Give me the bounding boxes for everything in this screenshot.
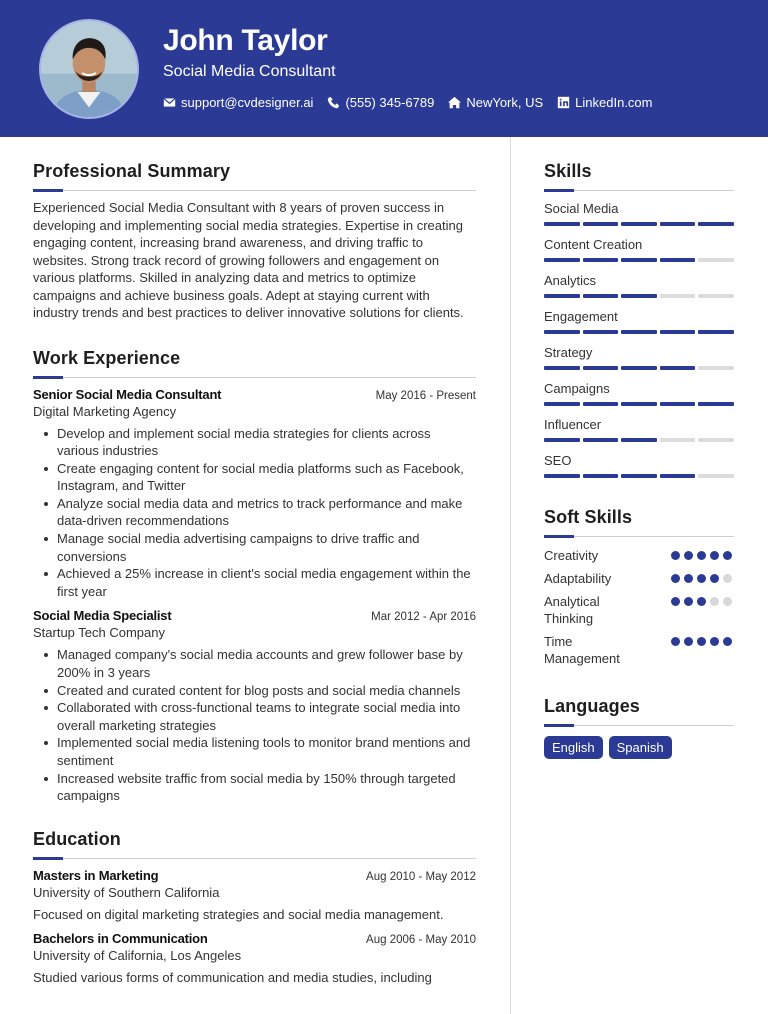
list-item: Create engaging content for social media platforms such as Facebook, Instagram, and Twitter [33, 460, 476, 495]
skill-level-segment [583, 474, 619, 478]
skill-level-segment [660, 258, 696, 262]
skill-level-segment [583, 222, 619, 226]
skill-level-segment [621, 222, 657, 226]
section-title-languages: Languages [544, 696, 640, 716]
skill-item [544, 236, 734, 262]
soft-skill-rating [671, 637, 734, 646]
skill-level-segment [544, 474, 580, 478]
rating-dot [684, 551, 693, 560]
column-divider [510, 137, 511, 1014]
skill-name: Engagement [544, 309, 618, 324]
skill-name: SEO [544, 453, 572, 468]
skill-item [544, 452, 734, 478]
skill-level-bar [544, 402, 734, 406]
skill-level-segment [544, 438, 580, 442]
skill-level-segment [698, 402, 734, 406]
soft-skill-item [544, 593, 734, 627]
skill-level-segment [583, 294, 619, 298]
skill-level-segment [698, 258, 734, 262]
contact-phone[interactable] [327, 95, 434, 110]
education-date: Aug 2010 - May 2012 [366, 870, 476, 883]
education-entry [33, 868, 476, 924]
degree-title: Bachelors in Communication [33, 931, 208, 947]
skill-level-segment [544, 330, 580, 334]
skill-level-segment [660, 438, 696, 442]
skill-level-bar [544, 366, 734, 370]
job-bullets [33, 425, 476, 601]
languages-section [544, 695, 734, 759]
education-description: Studied various forms of communication and media studies, including [33, 970, 432, 986]
skill-level-segment [583, 438, 619, 442]
skill-level-segment [583, 366, 619, 370]
list-item: Achieved a 25% increase in client's social media engagement within the first year [33, 565, 476, 600]
skill-item [544, 416, 734, 442]
skill-level-segment [660, 402, 696, 406]
skill-level-segment [621, 294, 657, 298]
rating-dot [671, 597, 680, 606]
skill-item [544, 272, 734, 298]
side-column [544, 160, 734, 759]
soft-skill-rating [671, 574, 734, 583]
avatar [39, 19, 139, 119]
job-date: Mar 2012 - Apr 2016 [371, 611, 476, 624]
job-entry [33, 608, 476, 804]
rating-dot [671, 637, 680, 646]
list-item: Increased website traffic from social media by 150% through targeted campaigns [33, 770, 476, 805]
skill-level-segment [698, 222, 734, 226]
resume-header [0, 0, 768, 137]
soft-skill-name: Analytical Thinking [544, 594, 600, 626]
skill-item [544, 308, 734, 334]
section-title-soft-skills: Soft Skills [544, 507, 633, 527]
experience-section [33, 347, 476, 805]
rating-dot [710, 597, 719, 606]
soft-skills-list [544, 547, 734, 667]
contact-list [163, 95, 653, 110]
skill-level-segment [660, 366, 696, 370]
skill-level-bar [544, 330, 734, 334]
section-rule [544, 189, 734, 191]
skill-item [544, 380, 734, 406]
skill-level-segment [660, 474, 696, 478]
contact-phone-text: (555) 345-6789 [345, 95, 435, 110]
skill-name: Social Media [544, 201, 619, 216]
skill-level-segment [698, 438, 734, 442]
education-entry [33, 931, 476, 987]
soft-skill-name: Adaptability [544, 571, 612, 586]
section-title-skills: Skills [544, 161, 592, 181]
section-rule [33, 189, 476, 191]
soft-skill-rating [671, 597, 734, 606]
skill-level-segment [544, 258, 580, 262]
school-name: University of Southern California [33, 884, 220, 900]
rating-dot [697, 574, 706, 583]
skill-level-bar [544, 438, 734, 442]
skill-name: Analytics [544, 273, 597, 288]
skill-level-segment [583, 402, 619, 406]
skill-level-bar [544, 258, 734, 262]
phone-icon [327, 96, 340, 109]
skills-list [544, 200, 734, 478]
soft-skills-section [544, 506, 734, 667]
list-item: Managed company's social media accounts and grew follower base by 200% in 3 years [33, 646, 476, 681]
skill-level-segment [544, 402, 580, 406]
language-badge: English [544, 736, 603, 759]
skills-section [544, 160, 734, 478]
rating-dot [684, 574, 693, 583]
degree-title: Masters in Marketing [33, 867, 159, 883]
skill-level-segment [544, 222, 580, 226]
contact-location [448, 95, 543, 110]
contact-email[interactable] [163, 95, 313, 110]
skill-item [544, 200, 734, 226]
section-rule [544, 535, 734, 537]
skill-level-segment [621, 258, 657, 262]
skill-level-bar [544, 474, 734, 478]
rating-dot [671, 574, 680, 583]
list-item: Implemented social media listening tools to monitor brand mentions and sentiment [33, 734, 476, 769]
summary-section [33, 160, 476, 322]
rating-dot [723, 597, 732, 606]
rating-dot [684, 597, 693, 606]
skill-level-segment [583, 258, 619, 262]
education-description: Focused on digital marketing strategies and social media management. [33, 906, 444, 922]
skill-level-segment [621, 330, 657, 334]
list-item: Created and curated content for blog posts and social media channels [33, 682, 476, 700]
home-icon [448, 96, 461, 109]
skill-level-segment [621, 474, 657, 478]
section-title-summary: Professional Summary [33, 161, 231, 181]
job-date: May 2016 - Present [375, 389, 476, 402]
list-item: Develop and implement social media strategies for clients across various industries [33, 425, 476, 460]
section-rule [33, 376, 476, 378]
skill-level-segment [698, 474, 734, 478]
section-title-experience: Work Experience [33, 347, 181, 368]
skill-level-segment [621, 438, 657, 442]
rating-dot [723, 574, 732, 583]
skill-level-segment [660, 294, 696, 298]
contact-linkedin[interactable] [557, 95, 652, 110]
list-item: Collaborated with cross-functional teams to integrate social media into overall marketing strategies [33, 699, 476, 734]
skill-level-segment [544, 294, 580, 298]
envelope-icon [163, 96, 176, 109]
list-item: Analyze social media data and metrics to track performance and make data-driven recommendations [33, 495, 476, 530]
section-rule [33, 857, 476, 859]
skill-name: Strategy [544, 345, 593, 360]
soft-skill-item [544, 633, 734, 667]
rating-dot [710, 551, 719, 560]
skill-level-segment [698, 330, 734, 334]
skill-name: Campaigns [544, 381, 610, 396]
rating-dot [697, 551, 706, 560]
candidate-role: Social Media Consultant [163, 63, 336, 80]
soft-skill-item [544, 547, 734, 564]
job-entry [33, 387, 476, 601]
job-title: Senior Social Media Consultant [33, 386, 222, 402]
rating-dot [697, 637, 706, 646]
skill-level-bar [544, 294, 734, 298]
rating-dot [710, 637, 719, 646]
profile-photo [41, 21, 137, 117]
linkedin-icon [557, 96, 570, 109]
skill-level-segment [660, 222, 696, 226]
skill-level-segment [660, 330, 696, 334]
summary-text: Experienced Social Media Consultant with 8 years of proven success in developing and implementing social media strategies. Expertise in creating engaging content, increasing brand awareness, and driving traffic to websites. Strong track record of growing followers and engagement on various platforms. Skilled in analyzing data and metrics to optimize campaigns and achieve business goals. Adept at staying current with industry trends and best practices to deliver innovative solutions for clients. [33, 200, 464, 320]
soft-skill-rating [671, 551, 734, 560]
section-title-education: Education [33, 828, 121, 849]
language-list [544, 736, 734, 759]
soft-skill-name: Time Management [544, 634, 620, 666]
skill-level-bar [544, 222, 734, 226]
job-bullets [33, 646, 476, 804]
rating-dot [684, 637, 693, 646]
job-company: Digital Marketing Agency [33, 403, 177, 419]
skill-level-segment [698, 294, 734, 298]
soft-skill-name: Creativity [544, 548, 599, 563]
education-date: Aug 2006 - May 2010 [366, 934, 476, 947]
skill-level-segment [583, 330, 619, 334]
rating-dot [723, 637, 732, 646]
rating-dot [723, 551, 732, 560]
job-title: Social Media Specialist [33, 608, 172, 624]
skill-name: Content Creation [544, 237, 643, 252]
list-item: Manage social media advertising campaigns to drive traffic and conversions [33, 530, 476, 565]
language-badge: Spanish [609, 736, 672, 759]
candidate-name: John Taylor [163, 24, 328, 57]
skill-level-segment [621, 366, 657, 370]
skill-level-segment [698, 366, 734, 370]
school-name: University of California, Los Angeles [33, 948, 242, 964]
skill-name: Influencer [544, 417, 602, 432]
skill-level-segment [621, 402, 657, 406]
job-company: Startup Tech Company [33, 625, 165, 641]
rating-dot [710, 574, 719, 583]
skill-item [544, 344, 734, 370]
contact-linkedin-text: LinkedIn.com [575, 95, 653, 110]
soft-skill-item [544, 570, 734, 587]
rating-dot [671, 551, 680, 560]
section-rule [544, 724, 734, 726]
education-section [33, 828, 476, 987]
rating-dot [697, 597, 706, 606]
contact-location-text: NewYork, US [466, 95, 544, 110]
contact-email-text: support@cvdesigner.ai [181, 95, 314, 110]
main-column [33, 160, 476, 987]
skill-level-segment [544, 366, 580, 370]
